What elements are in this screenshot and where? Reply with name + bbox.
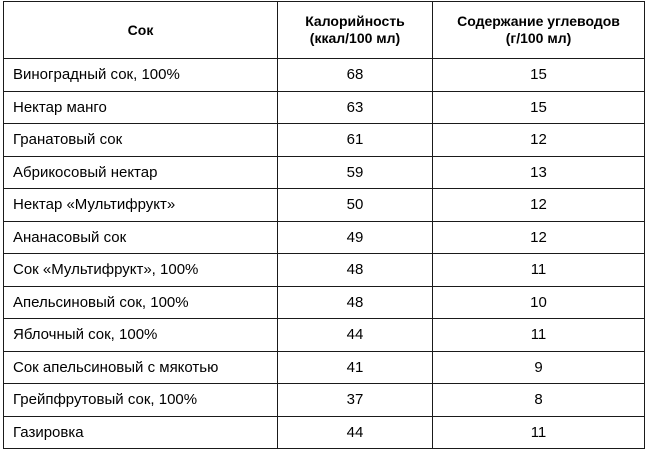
carbs-cell: 15 xyxy=(433,59,645,92)
carbs-cell: 12 xyxy=(433,189,645,222)
carbs-cell: 11 xyxy=(433,319,645,352)
juice-name-cell: Гранатовый сок xyxy=(4,124,278,157)
table-row xyxy=(4,384,645,417)
carbs-cell: 11 xyxy=(433,254,645,287)
juice-name-cell: Газировка xyxy=(4,416,278,449)
table-header-row xyxy=(4,2,645,59)
table-row xyxy=(4,156,645,189)
calories-cell: 44 xyxy=(278,416,433,449)
table-row xyxy=(4,351,645,384)
header-carbs-line2: (г/100 мл) xyxy=(505,30,572,46)
header-calories-line1: Калорийность xyxy=(305,13,405,29)
carbs-cell: 12 xyxy=(433,221,645,254)
carbs-cell: 8 xyxy=(433,384,645,417)
juice-name-cell: Яблочный сок, 100% xyxy=(4,319,278,352)
table-row xyxy=(4,124,645,157)
juice-name-cell: Апельсиновый сок, 100% xyxy=(4,286,278,319)
table-row xyxy=(4,189,645,222)
juice-name-cell: Нектар манго xyxy=(4,91,278,124)
header-juice xyxy=(4,2,278,59)
table-row xyxy=(4,254,645,287)
juice-nutrition-table xyxy=(3,1,645,449)
calories-cell: 49 xyxy=(278,221,433,254)
table-row xyxy=(4,319,645,352)
juice-table-container xyxy=(3,1,645,449)
table-row xyxy=(4,221,645,254)
header-carbs-line1: Содержание углеводов xyxy=(457,13,620,29)
carbs-cell: 10 xyxy=(433,286,645,319)
juice-name-cell: Сок «Мультифрукт», 100% xyxy=(4,254,278,287)
table-row xyxy=(4,91,645,124)
juice-name-cell: Абрикосовый нектар xyxy=(4,156,278,189)
juice-name-cell: Грейпфрутовый сок, 100% xyxy=(4,384,278,417)
juice-name-cell: Ананасовый сок xyxy=(4,221,278,254)
juice-name-cell: Нектар «Мультифрукт» xyxy=(4,189,278,222)
table-row xyxy=(4,416,645,449)
calories-cell: 63 xyxy=(278,91,433,124)
carbs-cell: 13 xyxy=(433,156,645,189)
header-carbs xyxy=(433,2,645,59)
calories-cell: 48 xyxy=(278,254,433,287)
juice-name-cell: Сок апельсиновый с мякотью xyxy=(4,351,278,384)
carbs-cell: 12 xyxy=(433,124,645,157)
juice-name-cell: Виноградный сок, 100% xyxy=(4,59,278,92)
calories-cell: 61 xyxy=(278,124,433,157)
carbs-cell: 11 xyxy=(433,416,645,449)
calories-cell: 48 xyxy=(278,286,433,319)
carbs-cell: 9 xyxy=(433,351,645,384)
calories-cell: 37 xyxy=(278,384,433,417)
calories-cell: 68 xyxy=(278,59,433,92)
calories-cell: 44 xyxy=(278,319,433,352)
carbs-cell: 15 xyxy=(433,91,645,124)
table-row xyxy=(4,286,645,319)
calories-cell: 50 xyxy=(278,189,433,222)
header-juice-label: Сок xyxy=(127,21,154,38)
header-calories xyxy=(278,2,433,59)
calories-cell: 41 xyxy=(278,351,433,384)
table-row xyxy=(4,59,645,92)
header-calories-line2: (ккал/100 мл) xyxy=(309,30,401,46)
calories-cell: 59 xyxy=(278,156,433,189)
